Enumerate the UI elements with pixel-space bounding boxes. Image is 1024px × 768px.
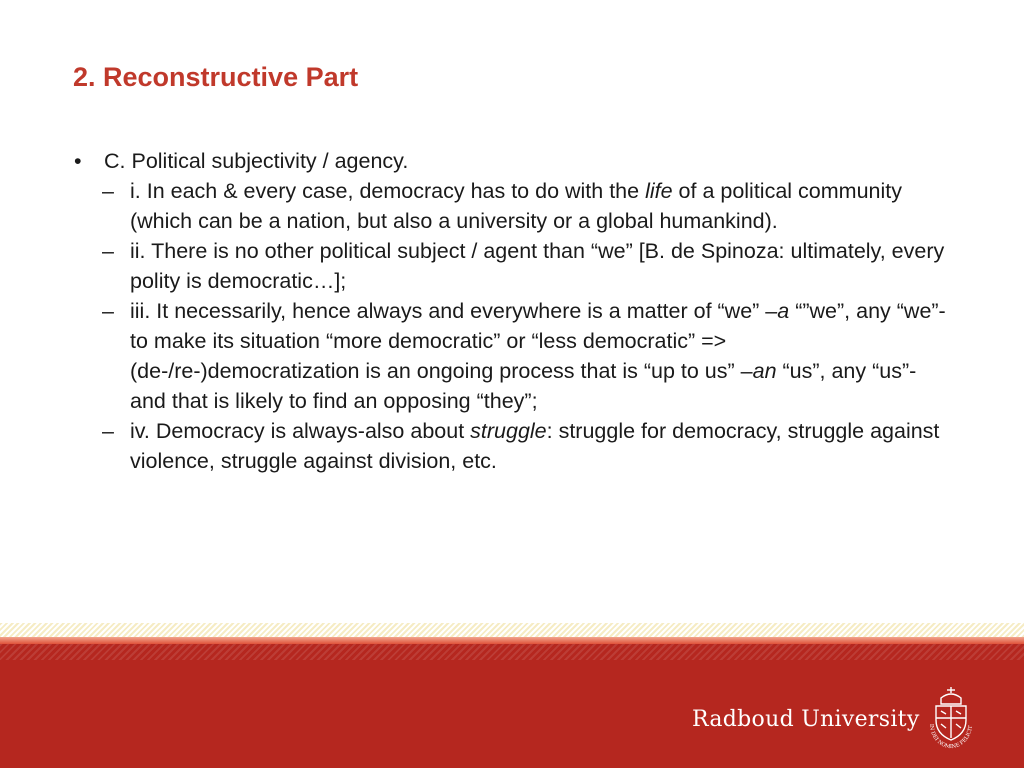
- sub-bullet-text: [130, 239, 944, 293]
- text-run: : struggle for democracy, struggle against violence, struggle against division, etc.: [130, 419, 940, 473]
- text-run: iv. Democracy is always-also about: [130, 419, 471, 443]
- sub-bullet-item: [74, 236, 954, 296]
- sub-bullet-text: [130, 179, 902, 233]
- sub-bullet-marker: –: [102, 179, 114, 203]
- text-run: ii. There is no other political subject / agent than “we” [B. de Spinoza: ultimately, every polity is democratic…];: [130, 239, 945, 293]
- text-run: iii. It necessarily, hence always and everywhere is a matter of “we” –: [130, 299, 778, 323]
- text-run: “”we”, any “we”- to make its situation “more democratic” or “less democratic” => (de-/re-)democratization is an ongoing process that is “up to us” –: [130, 299, 946, 383]
- decorative-band: [0, 637, 1024, 644]
- sub-bullet-text: [130, 299, 946, 413]
- sub-bullet-item: [74, 416, 954, 476]
- footer-bar: [0, 644, 1024, 768]
- emphasis-text: struggle: [470, 419, 547, 443]
- text-run: of a political community (which can be a nation, but also a university or a global humankind).: [130, 179, 902, 233]
- bullet-text: C. Political subjectivity / agency.: [104, 149, 409, 173]
- text-run: i. In each & every case, democracy has to do with the: [130, 179, 646, 203]
- decorative-stripe: [0, 623, 1024, 637]
- university-name: Radboud University: [692, 707, 920, 732]
- emphasis-text: a: [777, 299, 790, 323]
- sub-bullet-marker: –: [102, 299, 114, 323]
- slide-content: [74, 146, 954, 476]
- sub-bullet-text: [130, 419, 939, 473]
- sub-bullet-marker: –: [102, 239, 114, 263]
- university-seal-icon: [924, 684, 978, 754]
- sub-bullet-list: [74, 176, 954, 476]
- emphasis-text: life: [645, 179, 673, 203]
- sub-bullet-item: [74, 296, 954, 416]
- bullet-item: [74, 146, 954, 176]
- emphasis-text: an: [752, 359, 777, 383]
- text-run: “us”, any “us”- and that is likely to find an opposing “they”;: [130, 359, 917, 413]
- bullet-marker: •: [74, 149, 82, 173]
- sub-bullet-item: [74, 176, 954, 236]
- seal-motto: IN DEI NOMINE FELICIT: [927, 723, 974, 751]
- sub-bullet-marker: –: [102, 419, 114, 443]
- slide-title: 2. Reconstructive Part: [73, 62, 359, 92]
